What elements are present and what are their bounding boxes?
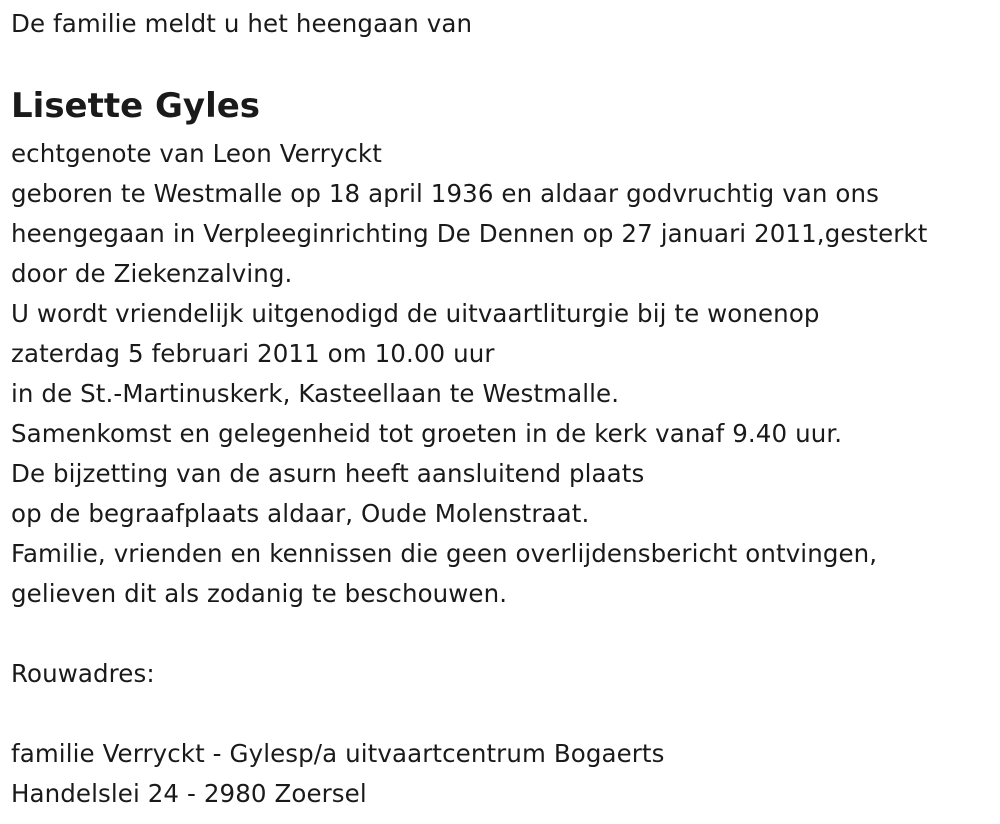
body-line: De bijzetting van de asurn heeft aansluitend plaats	[11, 459, 645, 488]
body-line: U wordt vriendelijk uitgenodigd de uitvaartliturgie bij te wonenop	[11, 299, 820, 328]
body-line: gelieven dit als zodanig te beschouwen.	[11, 579, 508, 608]
address-line: Handelslei 24 - 2980 Zoersel	[11, 779, 367, 808]
body-line: heengegaan in Verpleeginrichting De Dennen op 27 januari 2011,gesterkt	[11, 219, 928, 248]
body-line: in de St.-Martinuskerk, Kasteellaan te Westmalle.	[11, 379, 620, 408]
address-block	[11, 734, 665, 814]
obituary-body	[11, 134, 927, 614]
body-line: door de Ziekenzalving.	[11, 259, 293, 288]
address-line: familie Verryckt - Gylesp/a uitvaartcentrum Bogaerts	[11, 739, 665, 768]
body-line: Samenkomst en gelegenheid tot groeten in de kerk vanaf 9.40 uur.	[11, 419, 843, 448]
intro-text: De familie meldt u het heengaan van	[11, 9, 473, 38]
body-line: op de begraafplaats aldaar, Oude Molenstraat.	[11, 499, 590, 528]
deceased-name: Lisette Gyles	[11, 86, 261, 126]
body-line: Familie, vrienden en kennissen die geen overlijdensbericht ontvingen,	[11, 539, 878, 568]
body-line: geboren te Westmalle op 18 april 1936 en aldaar godvruchtig van ons	[11, 179, 880, 208]
address-label: Rouwadres:	[11, 659, 155, 688]
body-line: zaterdag 5 februari 2011 om 10.00 uur	[11, 339, 495, 368]
body-line: echtgenote van Leon Verryckt	[11, 139, 382, 168]
